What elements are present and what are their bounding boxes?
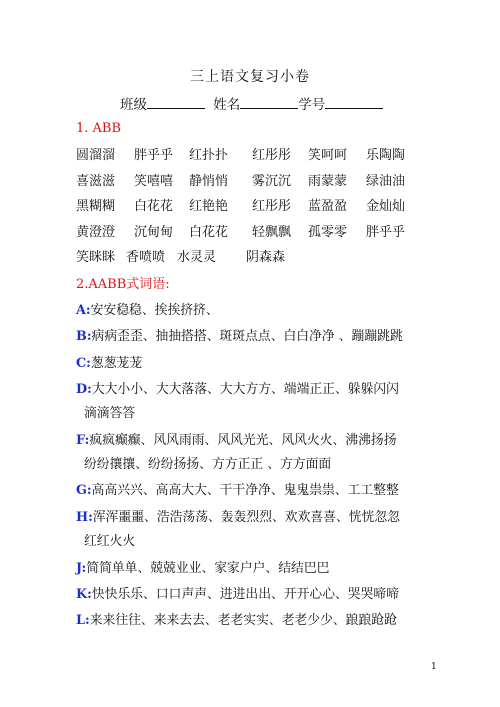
abb-word: 蓝盈盈 [308, 199, 348, 215]
student-info-line [120, 93, 383, 113]
section1-heading: 1. ABB [76, 121, 122, 136]
abb-word: 喜滋滋 [76, 173, 116, 189]
letter-key: F: [76, 432, 90, 448]
aabb-entry [76, 299, 436, 324]
aabb-entry [76, 479, 436, 504]
abb-word: 胖乎乎 [134, 148, 174, 163]
letter-key: L: [76, 613, 90, 629]
aabb-words: 简简单单、兢兢业业、家家户户、结结巴巴 [86, 560, 330, 576]
abb-word: 静悄悄 [189, 173, 229, 189]
letter-key: D: [76, 381, 92, 397]
abb-word: 胖乎乎 [366, 224, 406, 240]
abb-word: 绿油油 [366, 173, 406, 189]
aabb-word-list [76, 299, 436, 635]
class-label: 班级 [120, 97, 147, 113]
abb-word: 乐陶陶 [366, 148, 406, 163]
letter-key: A: [76, 303, 91, 318]
abb-word: 红艳艳 [189, 199, 229, 215]
abb-word: 黑糊糊 [76, 199, 116, 215]
aabb-entry [76, 506, 436, 555]
aabb-entry [76, 325, 436, 350]
aabb-words: 滴滴答答 [84, 406, 136, 422]
letter-key: C: [76, 355, 91, 371]
abb-word: 白花花 [134, 199, 174, 215]
class-blank [147, 94, 205, 109]
letter-key: B: [76, 329, 92, 345]
letter-key: H: [76, 509, 93, 525]
abb-word: 金灿灿 [366, 199, 406, 215]
aabb-words: 大大小小、大大落落、大大方方、端端正正、躲躲闪闪 [91, 381, 399, 397]
aabb-words: 红红火火 [84, 534, 136, 550]
abb-word: 水灵灵 [177, 250, 217, 266]
aabb-words: 高高兴兴、高高大大、干干净净、鬼鬼祟祟、工工整整 [91, 483, 399, 499]
id-label: 学号 [298, 97, 326, 113]
abb-word: 笑呵呵 [308, 148, 348, 163]
abb-word: 黄澄澄 [76, 224, 116, 240]
aabb-words: 浑浑噩噩、浩浩荡荡、轰轰烈烈、欢欢喜喜、恍恍忽忽 [92, 509, 400, 525]
aabb-words: 葱葱茏茏 [90, 355, 143, 371]
aabb-words: 快快乐乐、口口声声、进进出出、开开心心、哭哭啼啼 [91, 586, 399, 602]
abb-word: 孤零零 [308, 224, 348, 240]
aabb-words: 病病歪歪、抽抽搭搭、斑斑点点、白白净净 、蹦蹦跳跳 [91, 329, 403, 345]
letter-key: J: [76, 560, 87, 576]
abb-word: 圆溜溜 [76, 148, 116, 163]
aabb-entry [76, 557, 436, 582]
aabb-entry [76, 583, 436, 608]
abb-word: 红彤彤 [252, 199, 292, 215]
letter-key: G: [76, 483, 92, 499]
aabb-words: 疯疯癫癫、风风雨雨、风风光光、风风火火、沸沸扬扬 [89, 432, 397, 448]
abb-word: 笑嘻嘻 [134, 173, 174, 189]
abb-word: 笑眯眯 [76, 250, 116, 266]
page-number: 1 [431, 662, 437, 672]
abb-word: 雨蒙蒙 [308, 173, 348, 189]
aabb-entry [76, 609, 436, 634]
name-blank [240, 94, 298, 109]
aabb-entry [76, 378, 436, 427]
abb-word: 白花花 [189, 224, 229, 240]
id-blank [325, 94, 383, 109]
name-label: 姓名 [213, 97, 241, 113]
aabb-words: 安安稳稳、挨挨挤挤、 [90, 303, 219, 318]
abb-word: 雾沉沉 [252, 173, 292, 189]
aabb-entry [76, 352, 436, 377]
aabb-entry [76, 429, 436, 478]
aabb-words: 纷纷攘攘、纷纷扬扬、方方正正 、方方面面 [84, 457, 332, 473]
aabb-words: 来来往往、来来去去、老老实实、老老少少、踉踉跄跄 [89, 613, 397, 629]
letter-key: K: [76, 586, 92, 602]
abb-word: 红彤彤 [252, 148, 292, 163]
abb-word: 香喷喷 [126, 250, 166, 266]
abb-word: 沉甸甸 [134, 224, 174, 240]
section2-heading: 2.AABB式词语: [76, 277, 170, 292]
page-title: 三上语文复习小卷 [190, 69, 310, 85]
abb-word: 轻飘飘 [252, 224, 292, 240]
abb-word: 阴森森 [246, 250, 286, 266]
abb-word: 红扑扑 [189, 148, 229, 163]
